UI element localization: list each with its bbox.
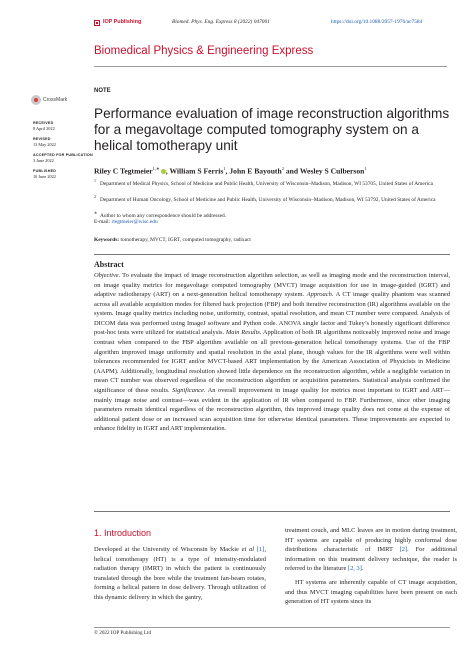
author-2-sup: 1 <box>223 166 226 171</box>
author-1[interactable]: Riley C Tegtmeier <box>94 166 153 176</box>
author-3-sup: 2 <box>281 166 284 171</box>
significance-label: Significance. <box>172 386 206 394</box>
email-label: E-mail: <box>94 219 111 225</box>
footer-divider <box>94 627 450 628</box>
affiliation-2-number: 2 <box>94 194 96 199</box>
iop-logo-icon <box>94 20 100 26</box>
keywords-label: Keywords: <box>94 237 120 243</box>
intro-etal: et al <box>241 546 255 553</box>
abstract-heading: Abstract <box>94 260 124 269</box>
journal-title[interactable]: Biomedical Physics & Engineering Express <box>94 45 314 57</box>
affiliation-2 <box>94 193 450 204</box>
email-link[interactable]: rtegtmeier@wisc.edu <box>111 219 158 225</box>
abstract-body <box>94 271 450 434</box>
accepted-label: ACCEPTED FOR PUBLICATION <box>33 153 93 157</box>
author-2[interactable]: , William S Ferris <box>165 166 224 176</box>
affiliation-1-text: Department of Medical Physics, School of Medicine and Public Health, University of Wisconsin–Madison, Madison, WI 53705, United States of America <box>100 180 433 187</box>
corresponding-text: Author to whom any correspondence should be addressed. <box>100 212 227 219</box>
author-4[interactable]: and Wesley S Culberson <box>283 166 365 176</box>
section-heading-introduction: 1. Introduction <box>94 528 152 538</box>
objective-text: To evaluate the impact of image reconstruction algorithm selection, as well as imaging mode and the reconstruction interval, on image quality metrics for megavoltage computed tomography (MVCT) image acquisition for use in image-guided (IGRT) and adaptive radiotherapy (ART) on a next-generation helical tomotherapy system. <box>94 272 450 299</box>
intro-right-text-a: treatment couch, and MLC leaves are in motion during treatment, HT systems are capable of producing highly conformal dose distributions characteristic of IMRT <box>285 527 457 554</box>
copyright-notice: © 2022 IOP Publishing Ltd <box>94 630 152 636</box>
author-3[interactable]: , John E Bayouth <box>225 166 282 176</box>
published-label: PUBLISHED <box>33 169 57 173</box>
published-block <box>33 169 56 179</box>
doi-link[interactable]: https://doi.org/10.1088/2057-1976/ac7584 <box>331 19 423 25</box>
accepted-date: 3 June 2022 <box>33 158 54 163</box>
citation-1[interactable]: [1] <box>256 546 265 553</box>
header-divider <box>94 66 447 67</box>
significance-text: An overall improvement in image quality for metrics most important to IGRT and ART—mainly image noise and contrast—was evident in the application of IR when compared to FBP. Furthermore, since other imaging parameters remain identical regardless of the reconstruction algorithm, this improved image quality does not come at the expense of additional patient dose or an increased scan acquisition time for otherwise identical parameters. These improvements are expected to enhance fidelity in IGRT and ART implementation. <box>94 386 451 433</box>
affiliation-2-text: Department of Human Oncology, School of Medicine and Public Health, University of Wisconsin–Madison, Madison, WI 53792, United States of America <box>100 196 436 203</box>
accepted-block <box>33 153 93 163</box>
keywords-line <box>94 237 251 243</box>
received-label: RECEIVED <box>33 121 54 125</box>
crossmark-icon <box>31 95 41 105</box>
results-label: Main Results. <box>225 329 262 337</box>
publisher-name: IOP Publishing <box>103 19 142 25</box>
article-title: Performance evaluation of image reconstruction algorithms for a megavoltage computed tomography system on a helical tomotherapy unit <box>94 106 450 153</box>
received-block <box>33 121 55 131</box>
crossmark-label: CrossMark <box>43 97 68 103</box>
objective-label: Objective. <box>94 272 121 279</box>
journal-reference: Biomed. Phys. Eng. Express 8 (2022) 047001 <box>172 19 270 25</box>
corresponding-mark: ∗ <box>94 210 98 215</box>
email-line <box>94 219 450 226</box>
affiliation-1-number: 1 <box>94 178 96 183</box>
results-text: Application of both IR algorithms noticeably improved noise and image contrast when compared to the FBP algorithm available on all previous-generation helical tomotherapy systems. Use of the FBP algorithm improved image uniformity and spatial resolution in the axial plane, though values for the IR algorithms were well within tolerances recommended for IGRT and/or MVCT-based ART implementation by the American Association of Physicists in Medicine (AAPM). Additionally, longitudinal resolution showed little dependence on the reconstruction algorithm, while a negligible variation in mean CT number was observed regardless of the reconstruction algorithm or acquisition parameters. Statistical analysis confirmed the significance of these results. <box>94 329 450 394</box>
revised-label: REVISED <box>33 137 51 141</box>
citation-2[interactable]: [2] <box>399 546 408 554</box>
intro-left-text-b: , helical tomotherapy (HT) is a type of intensity-modulated radiation therapy (IMRT) in which the patient is continuously translated through the bore while the treatment fan-beam rotates, forming a helical pattern in dose delivery. Through utilization of this dynamic delivery in which the gantry, <box>94 546 267 601</box>
received-date: 8 April 2022 <box>33 126 55 131</box>
author-list <box>94 166 367 176</box>
keywords-text: tomotherapy, MVCT, IGRT, computed tomography, radixact <box>120 237 251 243</box>
article-type: NOTE <box>94 88 111 94</box>
intro-right-paragraph-1 <box>285 526 457 574</box>
approach-label: Approach. <box>306 291 334 299</box>
approach-text: A CT image quality phantom was scanned across all available acquisition modes for filtered back projection (FBP) and both iterative reconstruction (IR) algorithms available on the system. Image quality metrics including noise, uniformity, contrast, spatial resolution, and mean CT number were compared. Analysis of DICOM data was performed using ImageJ software and Python code. ANOVA single factor and Tukey’s honestly significant difference post-hoc tests were utilized for statistical analysis. <box>94 291 451 337</box>
intro-right-text-c: . <box>361 565 364 573</box>
affiliation-1 <box>94 177 450 188</box>
revised-date: 13 May 2022 <box>33 142 56 147</box>
intro-right-text-b: . For additional information on this treatment delivery technique, the reader is referred to the literature <box>285 546 457 573</box>
intro-right-paragraph-2: HT systems are inherently capable of CT image acquisition, and thus MVCT imaging capabilities have been present on each generation of HT system since its <box>285 578 457 606</box>
author-1-sup: 1,∗ <box>152 166 160 171</box>
intro-left-text-a: Developed at the University of Wisconsin by Mackie <box>94 546 242 553</box>
intro-left-column <box>94 545 266 603</box>
published-date: 10 June 2022 <box>33 174 56 179</box>
publisher-header <box>94 19 141 26</box>
author-4-sup: 1 <box>364 166 367 171</box>
citation-2-3[interactable]: [2, 3] <box>347 565 362 573</box>
intro-right-column <box>285 526 457 607</box>
crossmark-badge[interactable] <box>31 95 67 105</box>
revised-block <box>33 137 56 147</box>
